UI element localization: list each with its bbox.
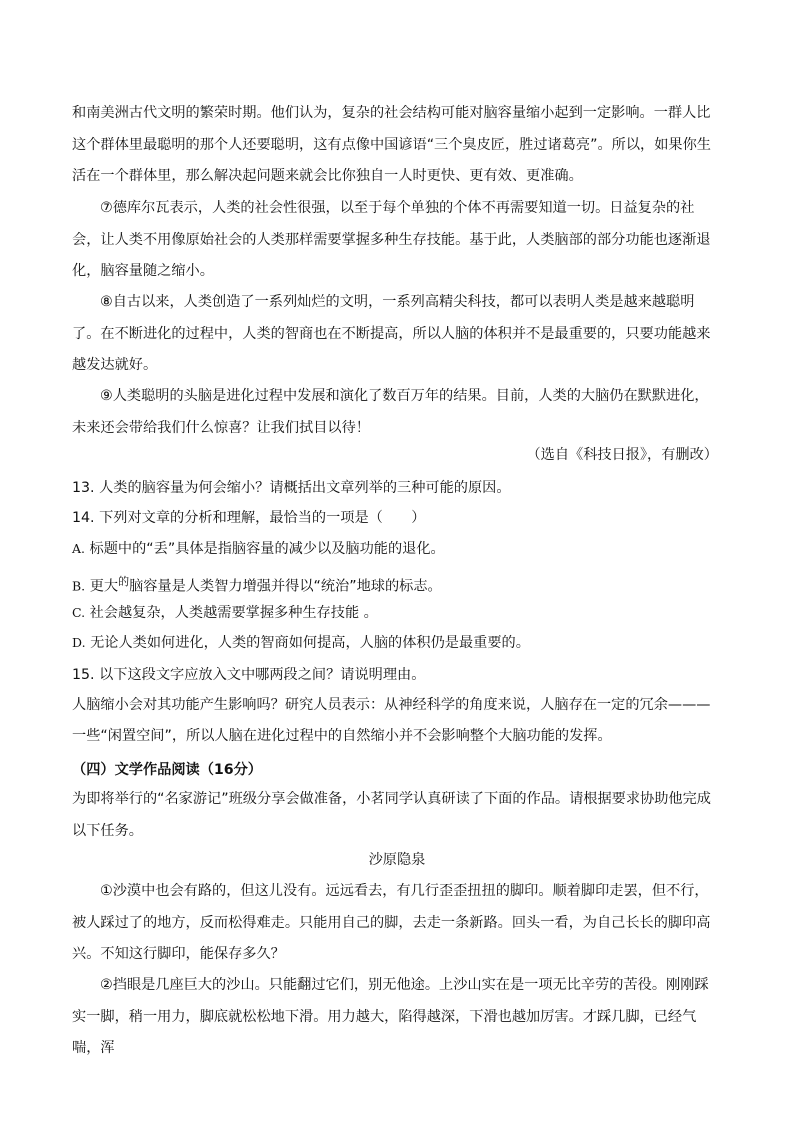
paragraph-6-continued: 和南美洲古代文明的繁荣时期。他们认为，复杂的社会结构可能对脑容量缩小起到一定影响。一群人比这个群体里最聪明的那个人还要聪明，这有点像中国谚语“三个臭皮匠，胜过诸葛亮”。所以，如果你生活在一个群体里，那么解决起问题来就会比你独自一人时更快、更有效、更准确。 <box>72 105 711 184</box>
essay-paragraph-1: ①沙漠中也会有路的，但这儿没有。远远看去，有几行歪歪扭扭的脚印。顺着脚印走罢，但不行，被人踩过了的地方，反而松得难走。只能用自己的脚，去走一条新路。回头一看，为自己长长的脚印高兴。不知这行脚印，能保存多久？ <box>72 883 711 962</box>
option-c <box>72 603 722 623</box>
option-b <box>72 572 722 597</box>
question-13: 13. 人类的脑容量为何会缩小？请概括出文章列举的三种可能的原因。 <box>72 480 511 496</box>
paragraph-9: ⑨人类聪明的头脑是进化过程中发展和演化了数百万年的结果。目前，人类的大脑仍在默默进化，未来还会带给我们什么惊喜？让我们拭目以待！ <box>72 388 709 436</box>
section-4-heading: （四）文学作品阅读（16分） <box>72 762 262 778</box>
paragraph-7: ⑦德库尔瓦表示，人类的社会性很强，以至于每个单独的个体不再需要知道一切。日益复杂的社会，让人类不用像原始社会的人类那样需要掌握多种生存技能。基于此，人类脑部的部分功能也逐渐退化，脑容量随之缩小。 <box>72 200 711 279</box>
source-citation: （选自《科技日报》，有删改） <box>526 447 718 463</box>
essay-paragraph-2: ②挡眼是几座巨大的沙山。只能翻过它们，别无他途。上沙山实在是一项无比辛劳的苦役。刚刚踩实一脚，稍一用力，脚底就松松地下滑。用力越大，陷得越深，下滑也越加厉害。才踩几脚，已经气喘，浑 <box>72 977 709 1056</box>
option-b-text-pre: 更大 <box>89 578 119 595</box>
option-a-letter: A. <box>72 541 86 556</box>
option-d-letter: D. <box>72 635 86 650</box>
option-c-text: 社会越复杂，人类越需要掌握多种生存技能 。 <box>89 605 378 621</box>
question-15-passage: 人脑缩小会对其功能产生影响吗？研究人员表示：从神经科学的角度来说，人脑存在一定的冗余———一些“闲置空间”，所以人脑在进化过程中的自然缩小并不会影响整个大脑功能的发挥。 <box>72 697 711 744</box>
option-d <box>72 633 722 653</box>
paragraph-8: ⑧自古以来，人类创造了一系列灿烂的文明，一系列高精尖科技，都可以表明人类是越来越聪明了。在不断进化的过程中，人类的智商也在不断提高，所以人脑的体积并不是最重要的，只要功能越来越发达就好。 <box>72 294 711 373</box>
option-b-superscript: 的 <box>118 575 130 588</box>
question-14: 14. 下列对文章的分析和理解，最恰当的一项是（ ） <box>72 510 426 526</box>
option-a-text: 标题中的“丢”具体是指脑容量的减少以及脑功能的退化。 <box>89 541 445 557</box>
question-15: 15. 以下这段文字应放入文中哪两段之间？请说明理由。 <box>72 667 426 683</box>
option-b-text-post: 脑容量是人类智力增强并得以“统治”地球的标志。 <box>129 578 442 595</box>
essay-title: 沙原隐泉 <box>368 852 426 868</box>
option-c-letter: C. <box>72 605 86 620</box>
option-d-text: 无论人类如何进化，人类的智商如何提高，人脑的体积仍是最重要的。 <box>90 635 530 651</box>
option-b-letter: B. <box>72 578 86 594</box>
section-4-intro: 为即将举行的“名家游记”班级分享会做准备，小茗同学认真研读了下面的作品。请根据要求协助他完成以下任务。 <box>72 791 711 839</box>
option-a <box>72 539 722 559</box>
